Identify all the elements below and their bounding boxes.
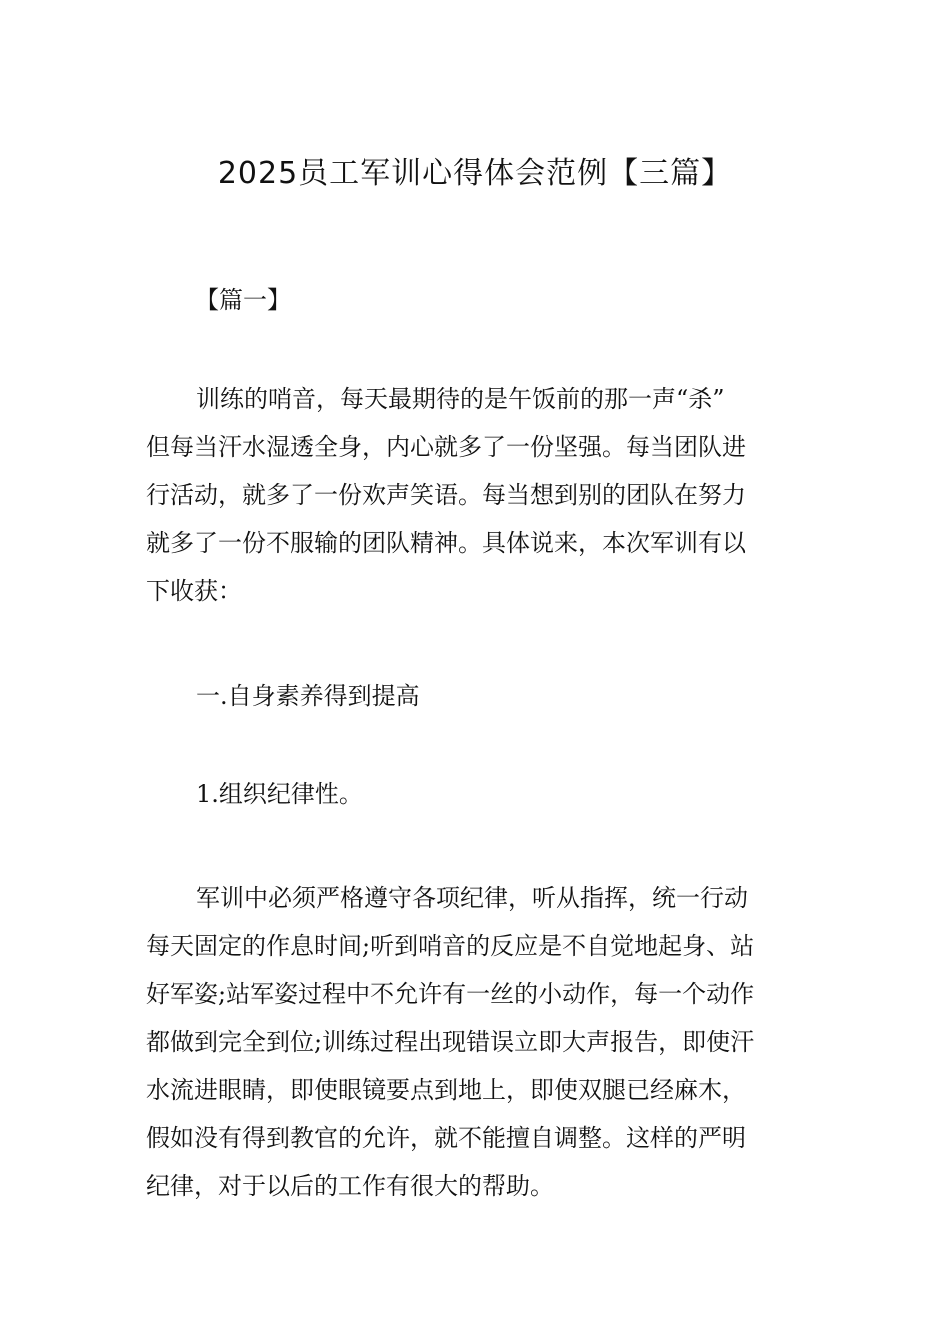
paragraph-line: 军训中必须严格遵守各项纪律，听从指挥，统一行动 — [196, 884, 748, 912]
paragraph-line: 水流进眼睛，即使眼镜要点到地上，即使双腿已经麻木， — [146, 1076, 746, 1104]
section-label: 【篇一】 — [195, 286, 291, 314]
paragraph-line: 每天固定的作息时间;听到哨音的反应是不自觉地起身、站 — [146, 932, 755, 960]
paragraph-line: 训练的哨音，每天最期待的是午饭前的那一声“杀” — [196, 385, 725, 413]
paragraph-line: 纪律，对于以后的工作有很大的帮助。 — [146, 1172, 554, 1200]
heading-discipline: 1.组织纪律性。 — [196, 780, 363, 808]
paragraph-line: 好军姿;站军姿过程中不允许有一丝的小动作，每一个动作 — [146, 980, 755, 1008]
paragraph-line: 就多了一份不服输的团队精神。具体说来，本次军训有以 — [146, 529, 746, 557]
paragraph-line: 下收获： — [146, 577, 242, 605]
heading-self-improvement: 一.自身素养得到提高 — [196, 682, 420, 710]
paragraph-2 — [146, 874, 810, 1210]
paragraph-line: 都做到完全到位;训练过程出现错误立即大声报告，即使汗 — [146, 1028, 755, 1056]
paragraph-line: 假如没有得到教官的允许，就不能擅自调整。这样的严明 — [146, 1124, 746, 1152]
paragraph-1 — [146, 375, 810, 615]
paragraph-line: 行活动，就多了一份欢声笑语。每当想到别的团队在努力 — [146, 481, 746, 509]
document-title: 2025员工军训心得体会范例【三篇】 — [217, 156, 733, 191]
paragraph-line: 但每当汗水湿透全身，内心就多了一份坚强。每当团队进 — [146, 433, 746, 461]
